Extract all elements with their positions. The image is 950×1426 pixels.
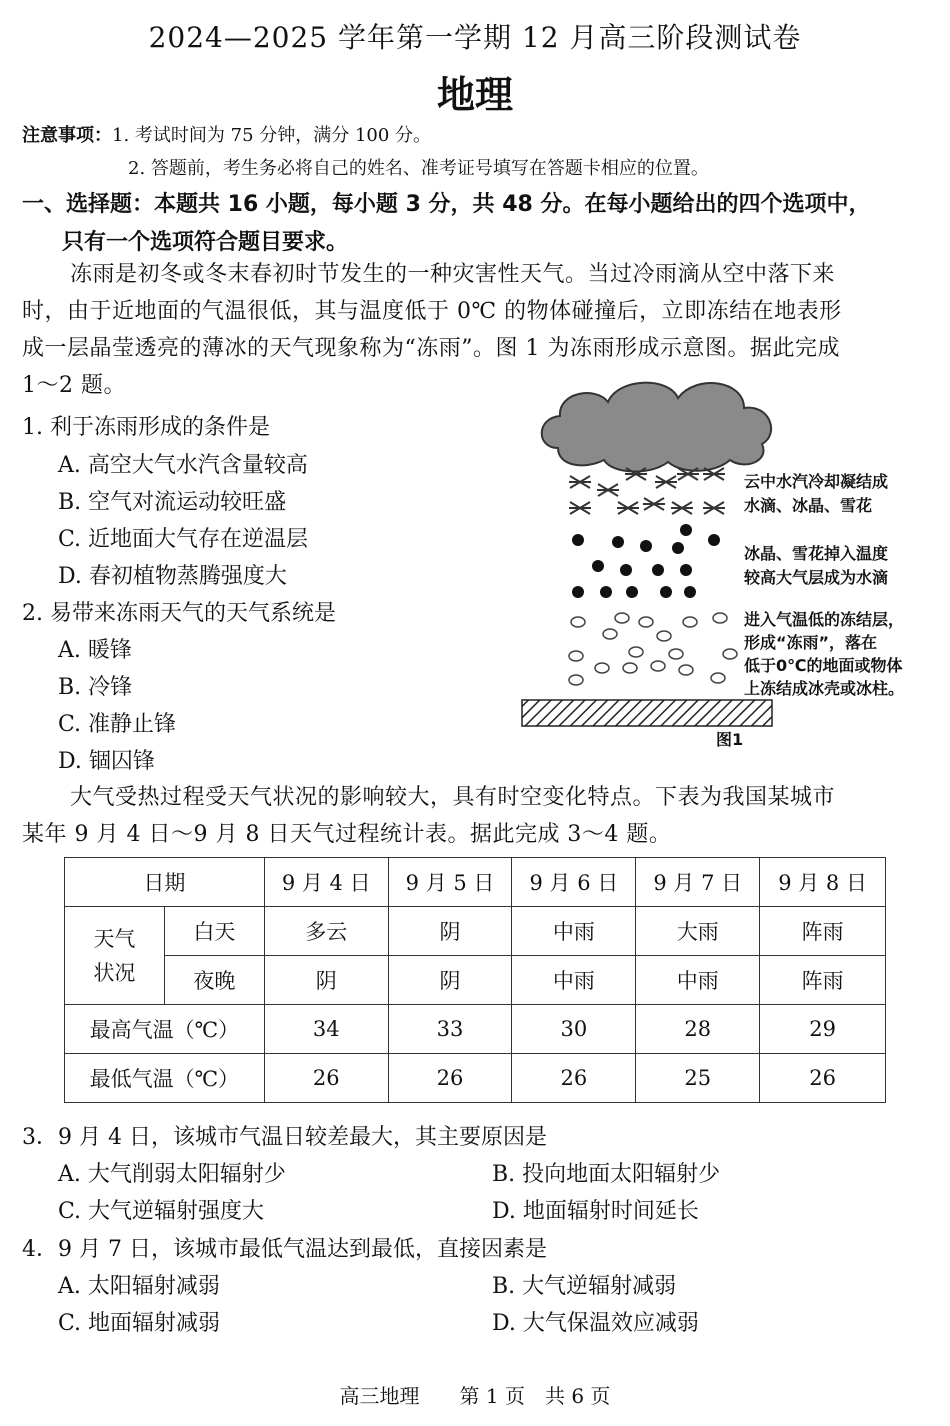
q1-option-a: A. 高空大气水汽含量较高 [58, 453, 308, 478]
table-cell: 大雨 [636, 907, 760, 956]
weather-label-cell [65, 907, 165, 1005]
table-cell: 9 月 7 日 [636, 858, 760, 907]
passage2-line-1: 大气受热过程受天气状况的影响较大，具有时空变化特点。下表为我国某城市 [70, 785, 836, 810]
weather-label-2: 状况 [93, 960, 136, 985]
figure-caption: 图1 [716, 730, 744, 749]
table-cell: 30 [512, 1005, 636, 1054]
q2-option-a: A. 暖锋 [58, 638, 132, 663]
weather-label-1: 天气 [93, 926, 136, 951]
notes-label: 注意事项： [22, 125, 112, 146]
table-cell: 33 [388, 1005, 512, 1054]
q1-stem: 1. 利于冻雨形成的条件是 [22, 415, 270, 440]
exam-title: 2024—2025 学年第一学期 12 月高三阶段测试卷 [148, 21, 802, 54]
table-cell: 25 [636, 1054, 760, 1103]
table-cell: 26 [388, 1054, 512, 1103]
table-cell: 阴 [264, 956, 388, 1005]
table-row [65, 956, 886, 1005]
passage1-line-4: 1～2 题。 [22, 373, 126, 398]
ground-surface [522, 700, 772, 726]
figure-label-3-line-1: 进入气温低的冻结层， [744, 610, 905, 629]
q1-option-d: D. 春初植物蒸腾强度大 [58, 564, 287, 589]
ice-crystal-marks [569, 468, 725, 514]
notes-line-1 [22, 121, 431, 147]
date-header: 日期 [65, 858, 265, 907]
figure-label-3-line-4: 上冻结成冰壳或冰柱。 [744, 679, 905, 698]
q2-option-d: D. 锢囚锋 [58, 749, 155, 774]
q3-option-a: A. 大气削弱太阳辐射少 [58, 1162, 286, 1187]
table-cell: 9 月 5 日 [388, 858, 512, 907]
table-row [65, 1005, 886, 1054]
notes-item-2: 2. 答题前，考生务必将自己的姓名、准考证号填写在答题卡相应的位置。 [128, 158, 709, 179]
q2-stem: 2. 易带来冻雨天气的天气系统是 [22, 601, 336, 626]
max-temp-label: 最高气温（℃） [65, 1005, 265, 1054]
table-cell: 阴 [388, 907, 512, 956]
table-cell: 中雨 [512, 956, 636, 1005]
table-cell: 34 [264, 1005, 388, 1054]
day-label: 白天 [164, 907, 264, 956]
q3-option-b: B. 投向地面太阳辐射少 [492, 1162, 721, 1187]
water-drop-marks [572, 524, 720, 598]
freezing-rain-figure [518, 370, 934, 755]
q4-stem: 4．9 月 7 日，该城市最低气温达到最低，直接因素是 [22, 1237, 547, 1262]
page-footer: 高三地理 第 1 页 共 6 页 [339, 1384, 611, 1408]
figure-label-3-line-2: 形成“冻雨”，落在 [744, 633, 878, 652]
q4-option-a: A. 太阳辐射减弱 [58, 1274, 220, 1299]
table-cell: 阵雨 [760, 956, 886, 1005]
table-cell: 26 [264, 1054, 388, 1103]
passage1-line-2: 时，由于近地面的气温很低，其与温度低于 0℃ 的物体碰撞后，立即冻结在地表形 [22, 299, 842, 324]
subject-title: 地理 [436, 73, 513, 117]
table-cell: 阴 [388, 956, 512, 1005]
table-cell: 28 [636, 1005, 760, 1054]
figure-label-1-line-1: 云中水汽冷却凝结成 [744, 472, 889, 491]
q1-option-b: B. 空气对流运动较旺盛 [58, 490, 287, 515]
section-heading-line-1: 一、选择题：本题共 16 小题，每小题 3 分，共 48 分。在每小题给出的四个选项中， [22, 192, 871, 217]
weather-table [64, 857, 886, 1103]
table-cell: 中雨 [636, 956, 760, 1005]
table-cell: 29 [760, 1005, 886, 1054]
q4-option-d: D. 大气保温效应减弱 [492, 1311, 699, 1336]
figure-label-2-line-1: 冰晶、雪花掉入温度 [744, 544, 889, 563]
table-cell: 9 月 8 日 [760, 858, 886, 907]
q3-option-c: C. 大气逆辐射强度大 [58, 1199, 265, 1224]
min-temp-label: 最低气温（℃） [65, 1054, 265, 1103]
q4-option-c: C. 地面辐射减弱 [58, 1311, 221, 1336]
night-label: 夜晚 [164, 956, 264, 1005]
notes-item-1: 1. 考试时间为 75 分钟，满分 100 分。 [112, 125, 432, 146]
table-cell: 9 月 4 日 [264, 858, 388, 907]
freezing-rain-marks [569, 613, 737, 685]
q2-option-b: B. 冷锋 [58, 675, 133, 700]
table-cell: 26 [760, 1054, 886, 1103]
passage1-line-1: 冻雨是初冬或冬末春初时节发生的一种灾害性天气。当过冷雨滴从空中落下来 [70, 262, 836, 287]
passage1-line-3: 成一层晶莹透亮的薄冰的天气现象称为“冻雨”。图 1 为冻雨形成示意图。据此完成 [22, 336, 840, 361]
q4-option-b: B. 大气逆辐射减弱 [492, 1274, 677, 1299]
section-heading-line-2: 只有一个选项符合题目要求。 [62, 230, 349, 255]
table-row [65, 858, 886, 907]
figure-label-3-line-3: 低于0℃的地面或物体 [744, 656, 903, 675]
table-cell: 26 [512, 1054, 636, 1103]
table-cell: 阵雨 [760, 907, 886, 956]
q3-option-d: D. 地面辐射时间延长 [492, 1199, 699, 1224]
cloud-icon [542, 383, 771, 472]
table-cell: 9 月 6 日 [512, 858, 636, 907]
table-cell: 中雨 [512, 907, 636, 956]
table-cell: 多云 [264, 907, 388, 956]
figure-label-2-line-2: 较高大气层成为水滴 [744, 568, 889, 587]
figure-label-1-line-2: 水滴、冰晶、雪花 [744, 496, 873, 515]
table-row [65, 1054, 886, 1103]
passage2-line-2: 某年 9 月 4 日～9 月 8 日天气过程统计表。据此完成 3～4 题。 [22, 822, 672, 847]
q3-stem: 3．9 月 4 日，该城市气温日较差最大，其主要原因是 [22, 1125, 547, 1150]
q2-option-c: C. 准静止锋 [58, 712, 177, 737]
q1-option-c: C. 近地面大气存在逆温层 [58, 527, 309, 552]
table-row [65, 907, 886, 956]
